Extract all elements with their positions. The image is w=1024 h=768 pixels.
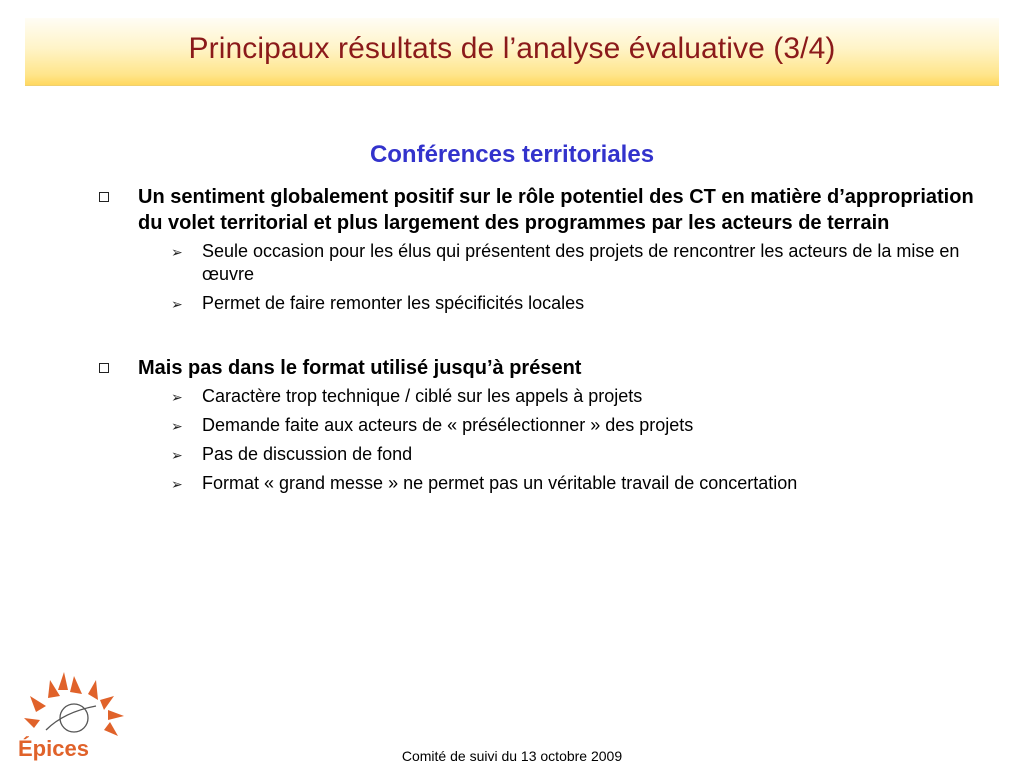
sub-item [171, 443, 976, 466]
square-bullet-icon [99, 363, 109, 373]
bullet-text: Un sentiment globalement positif sur le rôle potentiel des CT en matière d’appropriation du volet territorial et plus largement des programmes par les acteurs de terrain [138, 186, 974, 234]
arrow-bullet-icon: ➢ [171, 296, 183, 312]
sub-item-text: Format « grand messe » ne permet pas un véritable travail de concertation [202, 473, 798, 493]
sub-item-text: Pas de discussion de fond [202, 444, 413, 464]
sub-item-text: Caractère trop technique / ciblé sur les appels à projets [202, 386, 643, 406]
sub-item-text: Seule occasion pour les élus qui présentent des projets de rencontrer les acteurs de la mise en œuvre [202, 241, 960, 284]
arrow-bullet-icon: ➢ [171, 389, 183, 405]
bullet-text: Mais pas dans le format utilisé jusqu’à présent [138, 357, 582, 379]
arrow-bullet-icon: ➢ [171, 476, 183, 492]
bullet-item [96, 184, 976, 315]
sub-item [171, 292, 976, 315]
logo-text: Épices [18, 736, 89, 761]
sub-list [138, 385, 976, 495]
arrow-bullet-icon: ➢ [171, 244, 183, 260]
sub-item [171, 472, 976, 495]
square-bullet-icon [99, 192, 109, 202]
bullet-list [96, 184, 976, 501]
arrow-bullet-icon: ➢ [171, 447, 183, 463]
slide-title: Principaux résultats de l’analyse évaluative (3/4) [188, 32, 836, 65]
sub-item [171, 240, 976, 286]
bullet-item [96, 355, 976, 495]
sub-item [171, 414, 976, 437]
sub-item-text: Demande faite aux acteurs de « présélectionner » des projets [202, 415, 694, 435]
sub-item [171, 385, 976, 408]
sub-list [138, 240, 976, 315]
title-band [25, 18, 999, 86]
slide-footer: Comité de suivi du 13 octobre 2009 [401, 748, 623, 764]
sub-item-text: Permet de faire remonter les spécificités locales [202, 293, 585, 313]
arrow-bullet-icon: ➢ [171, 418, 183, 434]
slide-subtitle: Conférences territoriales [369, 141, 655, 168]
